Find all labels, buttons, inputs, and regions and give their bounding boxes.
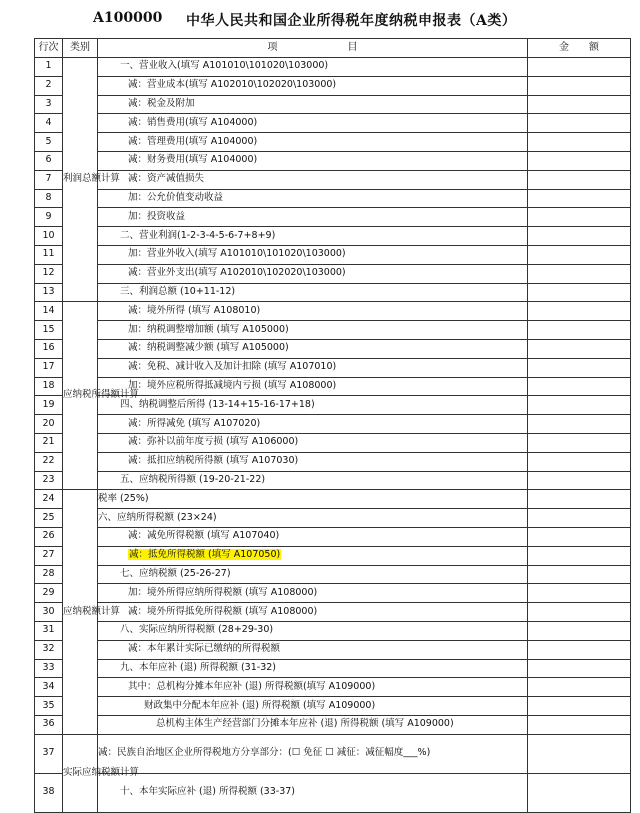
row-number: 20 — [35, 415, 63, 434]
amount-cell[interactable] — [528, 227, 631, 246]
category-tax-payable: 应纳税额计算 — [63, 490, 98, 734]
category-profit: 利润总额计算 — [63, 58, 98, 302]
table-row — [35, 471, 631, 490]
table-row — [35, 640, 631, 659]
item-text: 减：境外所得抵免所得税额 (填写 A108000) — [98, 603, 528, 622]
row-number: 27 — [35, 546, 63, 565]
amount-cell[interactable] — [528, 264, 631, 283]
table-row — [35, 95, 631, 114]
row-number: 22 — [35, 452, 63, 471]
table-row — [35, 76, 631, 95]
row-number: 36 — [35, 715, 63, 734]
table-row — [35, 189, 631, 208]
item-text: 加：营业外收入(填写 A101010\101020\103000) — [98, 245, 528, 264]
amount-cell[interactable] — [528, 245, 631, 264]
table-row — [35, 773, 631, 812]
row-number: 17 — [35, 358, 63, 377]
amount-cell[interactable] — [528, 321, 631, 340]
item-text: 七、应纳税额 (25-26-27) — [98, 565, 528, 584]
row-number: 3 — [35, 95, 63, 114]
amount-cell[interactable] — [528, 76, 631, 95]
item-text: 八、实际应纳所得税额 (28+29-30) — [98, 621, 528, 640]
item-text: 减：减免所得税额 (填写 A107040) — [98, 527, 528, 546]
table-row — [35, 396, 631, 415]
table-row — [35, 339, 631, 358]
item-text: 财政集中分配本年应补 (退) 所得税额 (填写 A109000) — [98, 697, 528, 716]
item-text: 三、利润总额 (10+11-12) — [98, 283, 528, 302]
item-text: 二、营业利润(1-2-3-4-5-6-7+8+9) — [98, 227, 528, 246]
table-row — [35, 697, 631, 716]
table-row — [35, 114, 631, 133]
amount-cell[interactable] — [528, 170, 631, 189]
item-text: 减：税金及附加 — [98, 95, 528, 114]
amount-cell[interactable] — [528, 189, 631, 208]
row-number: 8 — [35, 189, 63, 208]
table-row — [35, 170, 631, 189]
item-text: 减：免税、减计收入及加计扣除 (填写 A107010) — [98, 358, 528, 377]
amount-cell[interactable] — [528, 396, 631, 415]
item-text: 减：所得减免 (填写 A107020) — [98, 415, 528, 434]
row-number: 29 — [35, 584, 63, 603]
table-row — [35, 584, 631, 603]
item-text: 减：纳税调整减少额 (填写 A105000) — [98, 339, 528, 358]
table-row — [35, 208, 631, 227]
row-number: 9 — [35, 208, 63, 227]
table-row — [35, 527, 631, 546]
amount-cell[interactable] — [528, 302, 631, 321]
amount-cell[interactable] — [528, 95, 631, 114]
row-number: 18 — [35, 377, 63, 396]
tax-return-table — [34, 38, 631, 813]
row-number: 32 — [35, 640, 63, 659]
table-row — [35, 490, 631, 509]
row-number: 26 — [35, 527, 63, 546]
item-text: 减：资产减值损失 — [98, 170, 528, 189]
item-text: 减：营业外支出(填写 A102010\102020\103000) — [98, 264, 528, 283]
row-number: 37 — [35, 734, 63, 773]
amount-cell[interactable] — [528, 452, 631, 471]
item-text: 减：本年累计实际已缴纳的所得税额 — [98, 640, 528, 659]
amount-cell[interactable] — [528, 471, 631, 490]
table-row — [35, 546, 631, 565]
amount-cell[interactable] — [528, 715, 631, 734]
amount-cell[interactable] — [528, 358, 631, 377]
row-number: 12 — [35, 264, 63, 283]
table-row — [35, 415, 631, 434]
row-number: 1 — [35, 58, 63, 77]
item-text: 加：纳税调整增加额 (填写 A105000) — [98, 321, 528, 340]
item-text: 减：财务费用(填写 A104000) — [98, 151, 528, 170]
table-row — [35, 621, 631, 640]
table-row — [35, 264, 631, 283]
row-number: 38 — [35, 773, 63, 812]
table-row — [35, 734, 631, 773]
row-number: 31 — [35, 621, 63, 640]
amount-cell[interactable] — [528, 697, 631, 716]
table-row — [35, 433, 631, 452]
row-number: 2 — [35, 76, 63, 95]
amount-cell[interactable] — [528, 433, 631, 452]
table-row — [35, 715, 631, 734]
table-row — [35, 452, 631, 471]
amount-cell[interactable] — [528, 678, 631, 697]
row-number: 5 — [35, 133, 63, 152]
item-text: 减：抵扣应纳税所得额 (填写 A107030) — [98, 452, 528, 471]
row-number: 14 — [35, 302, 63, 321]
item-text: 其中：总机构分摊本年应补 (退) 所得税额(填写 A109000) — [98, 678, 528, 697]
item-text: 加：境外应税所得抵减境内亏损 (填写 A108000) — [98, 377, 528, 396]
item-text: 十、本年实际应补 (退) 所得税额 (33-37) — [98, 773, 528, 812]
table-row — [35, 509, 631, 528]
table-row — [35, 151, 631, 170]
row-number: 10 — [35, 227, 63, 246]
table-row — [35, 603, 631, 622]
row-number: 19 — [35, 396, 63, 415]
row-number: 6 — [35, 151, 63, 170]
table-row — [35, 133, 631, 152]
header-row-no: 行次 — [35, 39, 63, 58]
table-row — [35, 302, 631, 321]
table-row — [35, 227, 631, 246]
item-text: 加：投资收益 — [98, 208, 528, 227]
table-header-row — [35, 39, 631, 58]
highlighted-item-text: 减：抵免所得税额 (填写 A107050) — [129, 549, 281, 561]
item-text: 减：营业成本(填写 A102010\102020\103000) — [98, 76, 528, 95]
table-row — [35, 678, 631, 697]
header-item: 项 目 — [98, 39, 528, 58]
item-text: 总机构主体生产经营部门分摊本年应补 (退) 所得税额 (填写 A109000) — [98, 715, 528, 734]
row-number: 25 — [35, 509, 63, 528]
form-name: 中华人民共和国企业所得税年度纳税申报表（A类） — [186, 13, 517, 29]
table-row — [35, 283, 631, 302]
item-text: 五、应纳税所得额 (19-20-21-22) — [98, 471, 528, 490]
header-category: 类别 — [63, 39, 98, 58]
amount-cell[interactable] — [528, 509, 631, 528]
amount-cell[interactable] — [528, 490, 631, 509]
category-taxable-income: 应纳税所得额计算 — [63, 302, 98, 490]
row-number: 28 — [35, 565, 63, 584]
row-number: 30 — [35, 603, 63, 622]
amount-cell[interactable] — [528, 584, 631, 603]
form-title — [0, 8, 640, 36]
item-text: 税率 (25%) — [98, 490, 528, 509]
amount-cell[interactable] — [528, 640, 631, 659]
row-number: 33 — [35, 659, 63, 678]
amount-cell[interactable] — [528, 283, 631, 302]
table-row — [35, 245, 631, 264]
item-text: 减：销售费用(填写 A104000) — [98, 114, 528, 133]
row-number: 21 — [35, 433, 63, 452]
item-text: 减：民族自治地区企业所得税地方分享部分：(☐ 免征 ☐ 减征：减征幅度___%) — [98, 734, 528, 773]
table-row — [35, 58, 631, 77]
item-text: 减：管理费用(填写 A104000) — [98, 133, 528, 152]
row-number: 16 — [35, 339, 63, 358]
item-text: 加：公允价值变动收益 — [98, 189, 528, 208]
item-cell — [98, 546, 528, 565]
table-row — [35, 659, 631, 678]
amount-cell[interactable] — [528, 621, 631, 640]
item-text: 九、本年应补 (退) 所得税额 (31-32) — [98, 659, 528, 678]
item-text: 减：境外所得 (填写 A108010) — [98, 302, 528, 321]
item-text: 加：境外所得应纳所得税额 (填写 A108000) — [98, 584, 528, 603]
amount-cell[interactable] — [528, 339, 631, 358]
item-text: 六、应纳所得税额 (23×24) — [98, 509, 528, 528]
amount-cell[interactable] — [528, 603, 631, 622]
item-text: 一、营业收入(填写 A101010\101020\103000) — [98, 58, 528, 77]
table-row — [35, 358, 631, 377]
table-row — [35, 565, 631, 584]
row-number: 23 — [35, 471, 63, 490]
header-amount: 金 额 — [528, 39, 631, 58]
amount-cell[interactable] — [528, 377, 631, 396]
amount-cell[interactable] — [528, 133, 631, 152]
form-code: A100000 — [93, 10, 163, 26]
row-number: 24 — [35, 490, 63, 509]
amount-cell[interactable] — [528, 114, 631, 133]
category-actual-tax: 实际应纳税额计算 — [63, 734, 98, 812]
amount-cell[interactable] — [528, 151, 631, 170]
amount-cell[interactable] — [528, 773, 631, 812]
amount-cell[interactable] — [528, 734, 631, 773]
amount-cell[interactable] — [528, 565, 631, 584]
amount-cell[interactable] — [528, 546, 631, 565]
row-number: 13 — [35, 283, 63, 302]
amount-cell[interactable] — [528, 527, 631, 546]
row-number: 7 — [35, 170, 63, 189]
row-number: 11 — [35, 245, 63, 264]
item-text: 减：弥补以前年度亏损 (填写 A106000) — [98, 433, 528, 452]
amount-cell[interactable] — [528, 659, 631, 678]
row-number: 34 — [35, 678, 63, 697]
item-text: 四、纳税调整后所得 (13-14+15-16-17+18) — [98, 396, 528, 415]
table-row — [35, 321, 631, 340]
row-number: 4 — [35, 114, 63, 133]
amount-cell[interactable] — [528, 208, 631, 227]
amount-cell[interactable] — [528, 415, 631, 434]
row-number: 15 — [35, 321, 63, 340]
row-number: 35 — [35, 697, 63, 716]
amount-cell[interactable] — [528, 58, 631, 77]
